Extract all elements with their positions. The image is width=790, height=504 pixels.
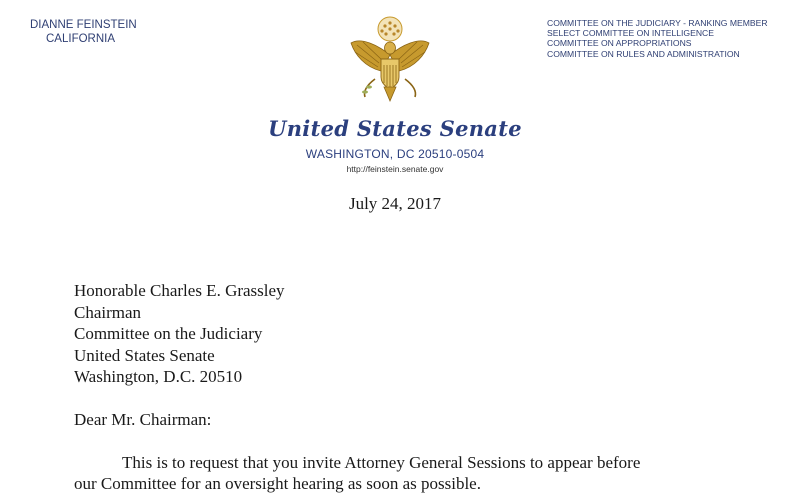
recipient-line: Chairman [74, 302, 142, 322]
body-line: our Committee for an oversight hearing as soon as possible. [74, 474, 481, 493]
senator-state: CALIFORNIA [46, 33, 116, 45]
senate-title: United States Senate [268, 116, 522, 141]
body-line: This is to request that you invite Attorney General Sessions to appear before [122, 453, 641, 472]
recipient-line: United States Senate [74, 345, 215, 365]
recipient-address [74, 280, 285, 388]
committee-item: COMMITTEE ON THE JUDICIARY - RANKING MEMBER [547, 18, 768, 28]
committee-list [547, 18, 768, 59]
great-seal-eagle-icon [345, 15, 435, 107]
recipient-line: Committee on the Judiciary [74, 324, 263, 343]
recipient-line: Washington, D.C. 20510 [74, 367, 243, 386]
sender-block [30, 18, 137, 46]
senate-url[interactable]: http://feinstein.senate.gov [346, 164, 444, 174]
senate-address: WASHINGTON, DC 20510-0504 [305, 147, 485, 161]
letter-body [74, 452, 774, 494]
recipient-line: Honorable Charles E. Grassley [74, 281, 285, 300]
committee-item: COMMITTEE ON APPROPRIATIONS [547, 38, 692, 49]
senator-name: DIANNE FEINSTEIN [30, 19, 137, 31]
letter-date: July 24, 2017 [348, 194, 442, 213]
committee-item: COMMITTEE ON RULES AND ADMINISTRATION [547, 48, 740, 59]
committee-item: SELECT COMMITTEE ON INTELLIGENCE [547, 28, 714, 39]
salutation: Dear Mr. Chairman: [74, 410, 212, 429]
